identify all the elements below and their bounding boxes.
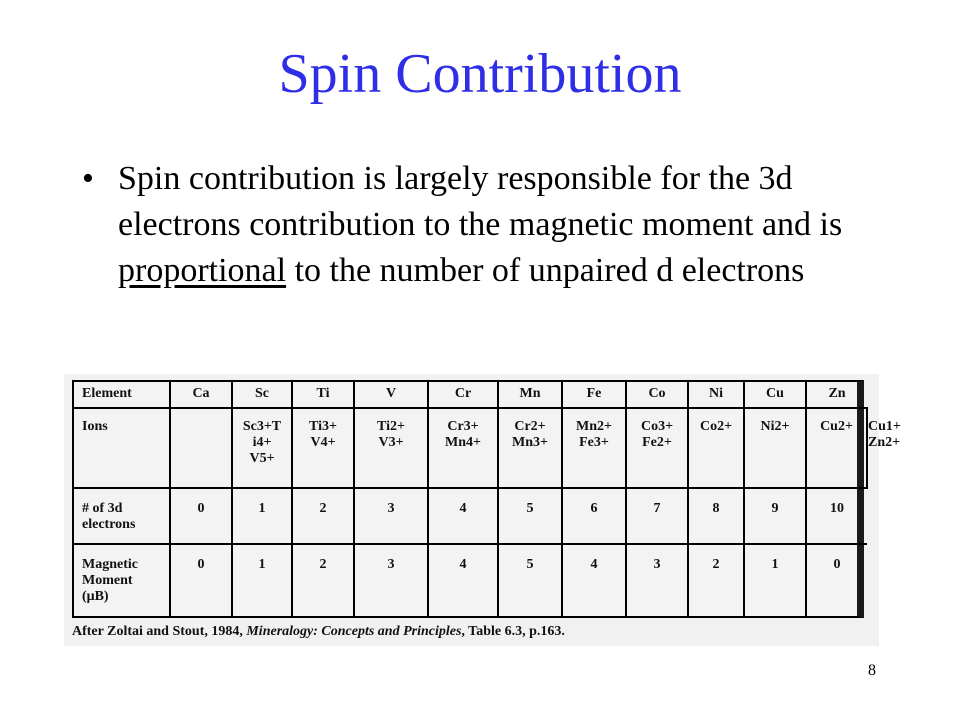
moment-cell: 3 — [626, 544, 688, 616]
table-row-electrons — [74, 488, 867, 544]
row-label-line: Magnetic — [82, 557, 138, 572]
bullet-dot: • — [82, 160, 94, 197]
electrons-cell: 5 — [498, 488, 562, 544]
header-cell: Sc — [232, 382, 292, 408]
ion-label: V5+ — [249, 451, 275, 466]
slide-title: Spin Contribution — [278, 43, 682, 105]
header-cell: Mn — [498, 382, 562, 408]
ion-label: Fe2+ — [642, 435, 672, 450]
bullet-text-start: Spin contribution is largely responsible for the 3d electrons contribution to the magnetic moment and is — [118, 160, 843, 243]
ion-label: Sc3+T — [242, 419, 282, 434]
ion-label: Fe3+ — [579, 435, 609, 450]
ion-label: i4+ — [252, 435, 272, 450]
moment-cell: 1 — [232, 544, 292, 616]
ions-cell — [354, 408, 428, 488]
moment-cell: 0 — [170, 544, 232, 616]
ions-cell — [232, 408, 292, 488]
ion-label: Cu2+ — [820, 419, 853, 434]
ion-label: Ti2+ — [377, 419, 405, 434]
row-label-line: # of 3d — [82, 501, 123, 516]
row-label-electrons — [74, 488, 170, 544]
ion-label: Ti3+ — [309, 419, 337, 434]
electrons-cell: 0 — [170, 488, 232, 544]
caption-suffix: , Table 6.3, p.163. — [461, 624, 565, 639]
header-cell: Element — [74, 382, 170, 408]
ion-label: Mn4+ — [445, 435, 481, 450]
caption-prefix: After Zoltai and Stout, 1984, — [72, 624, 247, 639]
table-figure — [64, 374, 901, 646]
header-cell: Cu — [744, 382, 806, 408]
ions-cell — [562, 408, 626, 488]
electrons-cell: 3 — [354, 488, 428, 544]
ions-cell — [626, 408, 688, 488]
table-frame — [72, 380, 901, 618]
row-label-ions: Ions — [74, 408, 170, 488]
ions-cell — [428, 408, 498, 488]
ion-label: Cr2+ — [514, 419, 546, 434]
header-cell: Zn — [806, 382, 867, 408]
moment-cell: 2 — [688, 544, 744, 616]
electrons-cell: 9 — [744, 488, 806, 544]
header-cell: Ti — [292, 382, 354, 408]
table-row-moment — [74, 544, 867, 616]
header-cell: Ca — [170, 382, 232, 408]
moment-cell: 4 — [428, 544, 498, 616]
electrons-cell: 10 — [806, 488, 867, 544]
moment-cell: 2 — [292, 544, 354, 616]
electrons-cell: 2 — [292, 488, 354, 544]
ions-cell — [292, 408, 354, 488]
bullet-text — [118, 156, 882, 294]
electrons-cell: 7 — [626, 488, 688, 544]
ion-label: Co3+ — [640, 419, 674, 434]
element-table — [74, 382, 901, 616]
moment-cell: 1 — [744, 544, 806, 616]
ion-label: V4+ — [310, 435, 336, 450]
table-header-row — [74, 382, 867, 408]
row-label-line: (μB) — [82, 589, 109, 604]
ions-cell — [688, 408, 744, 488]
header-cell: Ni — [688, 382, 744, 408]
moment-cell: 4 — [562, 544, 626, 616]
caption-book-title: Mineralogy: Concepts and Principles — [246, 624, 462, 639]
ions-cell — [806, 408, 867, 488]
moment-cell: 3 — [354, 544, 428, 616]
ions-cell — [498, 408, 562, 488]
moment-cell: 5 — [498, 544, 562, 616]
table-caption — [72, 624, 565, 640]
header-cell: Co — [626, 382, 688, 408]
electrons-cell: 6 — [562, 488, 626, 544]
electrons-cell: 4 — [428, 488, 498, 544]
ion-label: Mn3+ — [512, 435, 548, 450]
ions-cell — [744, 408, 806, 488]
table-row-ions: Ions Sc3+T i4+ V5+ Ti3+ V4+ Ti2+ V3+ Cr3+ Mn4+ Cr2+ Mn3+ Mn2+ Fe3+ Co3+ Fe2+ Co2+ Ni2+ Cu2+ Cu1+ Zn2+ — [74, 408, 867, 488]
row-label-line: electrons — [82, 517, 136, 532]
header-cell: V — [354, 382, 428, 408]
electrons-cell: 1 — [232, 488, 292, 544]
ion-label: V3+ — [378, 435, 404, 450]
ion-label: Mn2+ — [576, 419, 612, 434]
electrons-cell: 8 — [688, 488, 744, 544]
row-label-line: Moment — [82, 573, 133, 588]
bullet-text-end: to the number of unpaired d electrons — [286, 252, 805, 289]
page-number: 8 — [868, 662, 876, 679]
header-cell: Cr — [428, 382, 498, 408]
ion-label: Ni2+ — [760, 419, 790, 434]
moment-cell: 0 — [806, 544, 867, 616]
header-cell: Fe — [562, 382, 626, 408]
ion-label: Co2+ — [699, 419, 733, 434]
row-label-moment — [74, 544, 170, 616]
ion-label: Cr3+ — [447, 419, 479, 434]
ions-cell — [170, 408, 232, 488]
bullet-underlined-word: proportional — [118, 252, 287, 289]
